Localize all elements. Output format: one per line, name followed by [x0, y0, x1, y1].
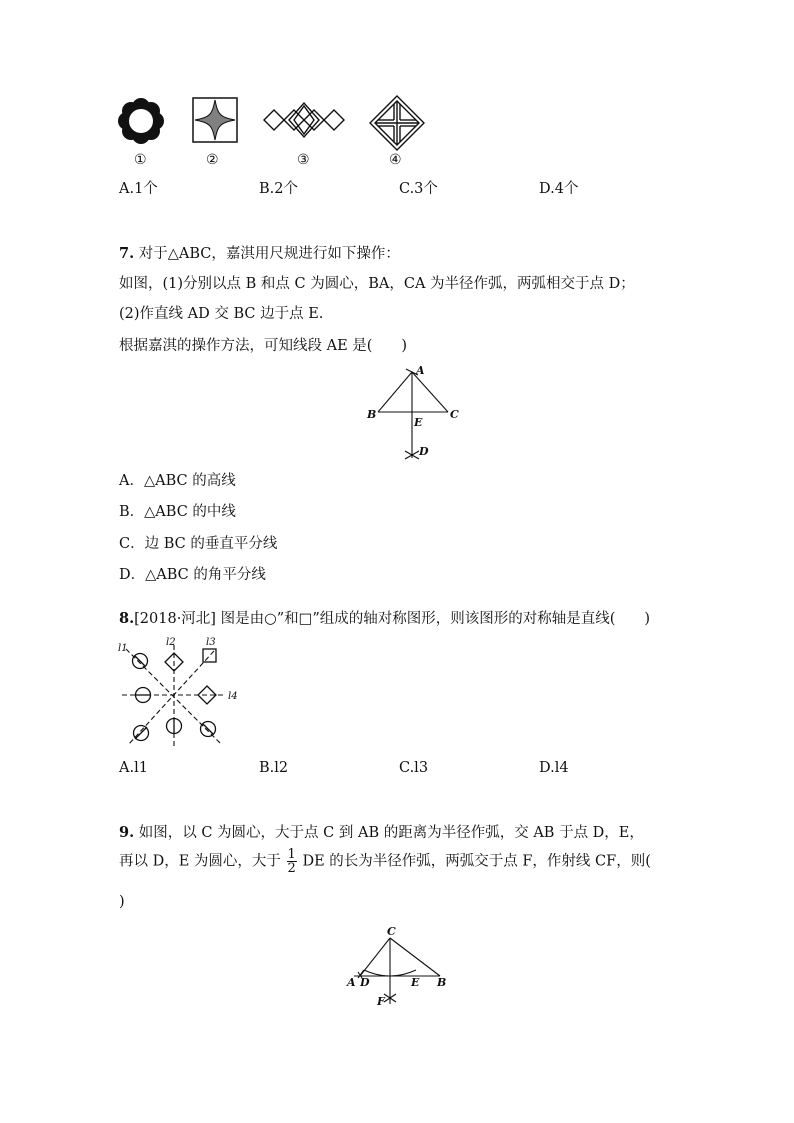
- q9-line-2-post: DE 的长为半径作弧，两弧交于点 F，作射线 CF，则(: [302, 853, 651, 870]
- q7-line-2: (2)作直线 AD 交 BC 边于点 E.: [119, 306, 324, 322]
- q9-frac-num: 1: [287, 847, 296, 862]
- q7-option-b[interactable]: B．△ABC 的中线: [119, 504, 236, 520]
- q9-label-c: C: [387, 925, 396, 938]
- q8-label-l4: l4: [228, 691, 238, 702]
- q6-option-d[interactable]: D.4个: [539, 181, 579, 197]
- q6-option-a[interactable]: A.1个: [119, 181, 158, 197]
- q7-stem-text: 对于△ABC，嘉淇用尺规进行如下操作：: [138, 246, 400, 262]
- q8-option-a[interactable]: A.l1: [119, 760, 148, 776]
- q7-option-c[interactable]: C．边 BC 的垂直平分线: [119, 536, 278, 552]
- q7-figure: [364, 360, 464, 464]
- q6-label-4: ④: [389, 152, 402, 168]
- q9-figure: [344, 924, 454, 1010]
- q6-figure-3-knot: [262, 103, 346, 137]
- q7-stem: [119, 242, 400, 263]
- q6-figure-1-flower: [116, 96, 166, 146]
- q9-line-1: [119, 821, 644, 842]
- q7-label-b: B: [367, 408, 377, 421]
- q7-label-d: D: [419, 445, 429, 458]
- q8-figure: [116, 633, 246, 751]
- q8-source: [2018·河北]: [134, 611, 216, 627]
- q8-stem: [119, 607, 650, 628]
- q6-figure-2-square-star: [192, 97, 238, 143]
- q6-label-2: ②: [206, 152, 219, 168]
- q9-label-a: A: [347, 976, 356, 989]
- q9-label-e: E: [411, 976, 420, 989]
- q7-label-e: E: [414, 416, 423, 429]
- q7-label-c: C: [450, 408, 459, 421]
- q8-number: 8.: [119, 610, 135, 627]
- q8-option-d[interactable]: D.l4: [539, 760, 569, 776]
- q6-label-3: ③: [297, 152, 310, 168]
- q8-option-c[interactable]: C.l3: [399, 760, 429, 776]
- q8-stem-text: 图是由○”和□”组成的轴对称图形，则该图形的对称轴是直线( ): [220, 611, 651, 627]
- q8-label-l1: l1: [118, 643, 128, 654]
- q8-label-l3: l3: [206, 637, 216, 648]
- q7-line-3: 根据嘉淇的操作方法，可知线段 AE 是( ): [119, 338, 408, 354]
- q7-number: 7.: [119, 245, 135, 262]
- q9-line-1-text: 如图，以 C 为圆心，大于点 C 到 AB 的距离为半径作弧，交 AB 于点 D，E，: [138, 825, 644, 841]
- q9-line-2: [119, 848, 651, 875]
- q7-label-a: A: [416, 364, 425, 377]
- q8-label-l2: l2: [166, 637, 176, 648]
- q9-fraction: [287, 848, 297, 875]
- q9-label-d: D: [360, 976, 370, 989]
- q9-number: 9.: [119, 824, 135, 841]
- q6-option-b[interactable]: B.2个: [259, 181, 298, 197]
- q6-figure-4-diamond: [369, 95, 425, 151]
- q6-label-1: ①: [134, 152, 147, 168]
- q9-line-3: ): [119, 894, 125, 910]
- q7-option-d[interactable]: D．△ABC 的角平分线: [119, 567, 266, 583]
- q6-option-c[interactable]: C.3个: [399, 181, 438, 197]
- q9-frac-den: 2: [287, 861, 296, 876]
- q7-option-a[interactable]: A．△ABC 的高线: [119, 473, 236, 489]
- q9-label-f: F: [377, 995, 385, 1008]
- q9-line-2-pre: 再以 D，E 为圆心，大于: [119, 853, 281, 870]
- q9-label-b: B: [437, 976, 447, 989]
- q7-line-1: 如图，(1)分别以点 B 和点 C 为圆心，BA，CA 为半径作弧，两弧相交于点 D；: [119, 276, 635, 292]
- q8-option-b[interactable]: B.l2: [259, 760, 289, 776]
